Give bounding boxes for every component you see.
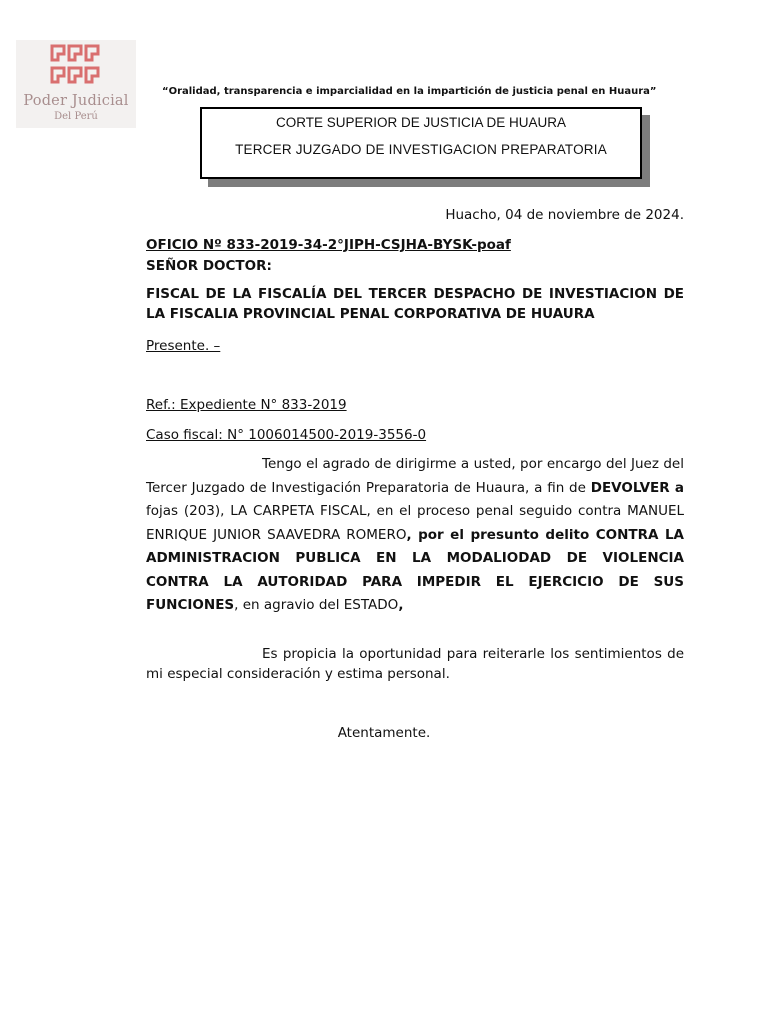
logo-name: Poder Judicial [23,93,129,109]
delito-text: , por el presunto delito CONTRA LA ADMINISTRACION PUBLICA EN LA MODALIODAD DE VIOLENCIA CONTRA LA AUTORIDAD PARA IMPEDIR EL EJERCICIO DE SUS FUNCIONES [146,526,684,613]
reference-expediente: Ref.: Expediente N° 833-2019 [146,397,347,413]
devolver-text: DEVOLVER a [590,479,684,496]
poder-judicial-logo [16,40,136,128]
oficio-number: OFICIO Nº 833-2019-34-2°JIPH-CSJHA-BYSK-poaf [146,237,511,253]
court-chamber: TERCER JUZGADO DE INVESTIGACION PREPARATORIA [235,142,607,157]
body-middle: fojas (203), LA CARPETA FISCAL, en el proceso penal seguido contra MANUEL ENRIQUE JUNIOR SAAVEDRA ROMERO [146,503,684,543]
court-header-box [200,107,642,179]
body-closing-text: Es propicia la oportunidad para reiterarle los sentimientos de mi especial consideración y estima personal. [146,646,684,682]
body-comma: , [398,597,404,613]
caso-fiscal: Caso fiscal: N° 1006014500-2019-3556-0 [146,427,427,443]
court-name: CORTE SUPERIOR DE JUSTICIA DE HUAURA [275,115,567,130]
recipient: FISCAL DE LA FISCALÍA DEL TERCER DESPACHO DE INVESTIACION DE LA FISCALIA PROVINCIAL PENAL CORPORATIVA DE HUAURA [146,286,684,322]
body-end: , en agravio del ESTADO [234,597,399,613]
logo-subtitle: Del Perú [54,111,98,122]
salutation: SEÑOR DOCTOR: [146,258,272,274]
body-paragraph-1 [146,453,684,618]
institutional-motto: “Oralidad, transparencia e imparcialidad en la impartición de justicia penal en Huaura” [162,86,657,97]
body-paragraph-2 [146,644,684,684]
closing-atentamente: Atentamente. [337,725,431,741]
body-intro: Tengo el agrado de dirigirme a usted, por encargo del Juez del Tercer Juzgado de Investigación Preparatoria de Huaura, a fin de [146,456,684,496]
letter-date: Huacho, 04 de noviembre de 2024. [445,207,684,223]
poder-judicial-emblem-icon [49,44,103,90]
presente-line: Presente. – [146,338,221,354]
